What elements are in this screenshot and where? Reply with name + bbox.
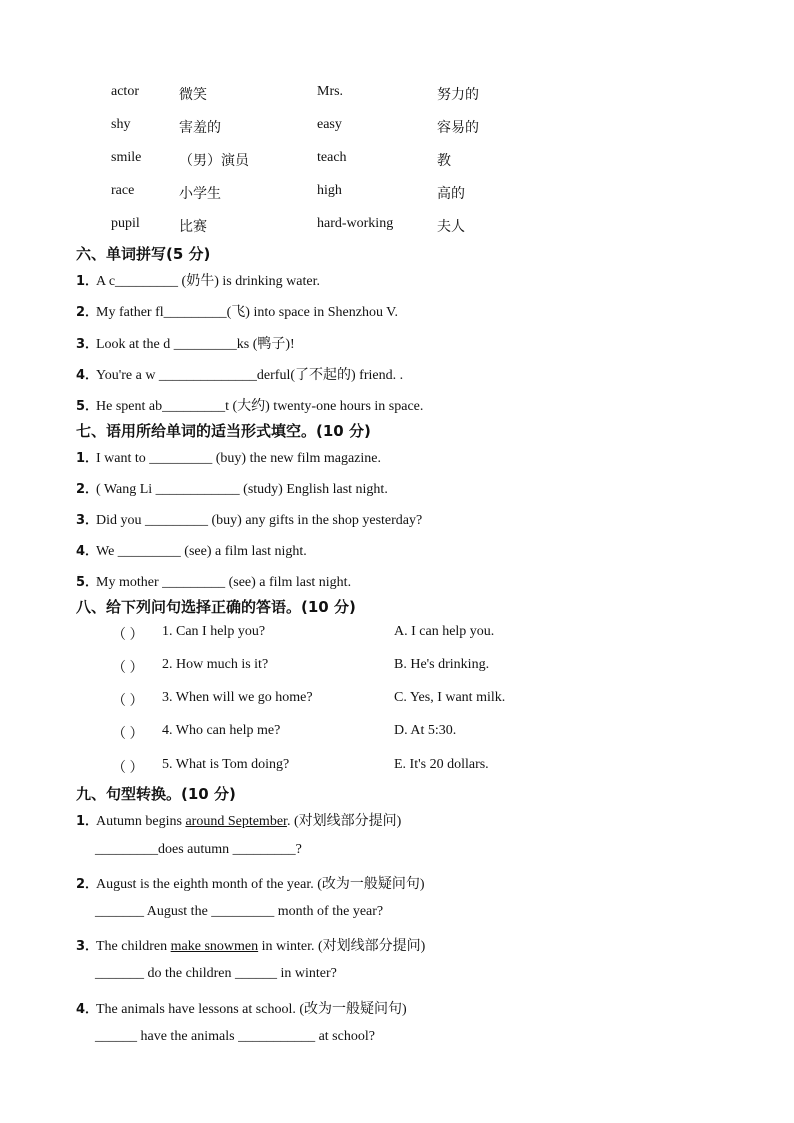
- question-text: A c_________ (奶牛) is drinking water.: [96, 274, 320, 289]
- question-text: Look at the d _________ks (鸭子)!: [96, 337, 295, 352]
- match-answer: A. I can help you.: [394, 624, 495, 639]
- question-text: Autumn begins: [96, 814, 186, 829]
- question-text: He spent ab_________t (大约) twenty-one hours in space.: [96, 399, 424, 414]
- vocab-zh2: 容易的: [437, 121, 479, 136]
- question-number: 3．: [76, 513, 99, 528]
- question-text-tail: . (对划线部分提问): [286, 814, 402, 829]
- answer-line: _________does autumn _________?: [95, 842, 302, 857]
- question-number: 3．: [76, 337, 99, 352]
- vocab-zh1: 小学生: [179, 187, 221, 202]
- question-number: 5．: [76, 575, 99, 590]
- question-text: ( Wang Li ____________ (study) English last night.: [96, 482, 388, 497]
- vocab-en1: race: [111, 183, 135, 198]
- question-text: August is the eighth month of the year. (改为一般疑问句): [96, 877, 425, 892]
- vocab-en1: pupil: [111, 216, 140, 231]
- question-number: 4．: [76, 368, 99, 383]
- vocab-zh1: （男）演员: [179, 154, 249, 169]
- match-answer: B. He's drinking.: [394, 657, 490, 672]
- question-item: [76, 509, 422, 529]
- question-item: [76, 333, 295, 353]
- answer-bracket: （ ）: [112, 661, 144, 676]
- section-9-heading: 九、句型转换。(10 分): [76, 785, 236, 803]
- question-item: [76, 395, 423, 415]
- question-item: [76, 364, 403, 384]
- vocab-zh2: 教: [437, 154, 451, 169]
- match-answer: C. Yes, I want milk.: [394, 690, 506, 705]
- vocab-en2: hard-working: [317, 216, 394, 231]
- match-question: 1. Can I help you?: [162, 624, 266, 639]
- transform-item: [76, 810, 401, 830]
- question-item: [76, 540, 307, 560]
- vocab-zh1: 害羞的: [179, 121, 221, 136]
- section-8-heading: 八、给下列问句选择正确的答语。(10 分): [76, 598, 356, 616]
- vocab-zh1: 微笑: [179, 88, 207, 103]
- vocab-en2: easy: [317, 117, 342, 132]
- question-number: 2．: [76, 877, 99, 892]
- match-answer: D. At 5:30.: [394, 723, 457, 738]
- question-item: [76, 478, 388, 498]
- vocab-en2: Mrs.: [317, 84, 344, 99]
- match-answer: E. It's 20 dollars.: [394, 757, 489, 772]
- question-item: [76, 571, 351, 591]
- question-text: The animals have lessons at school. (改为一般疑问句): [96, 1002, 407, 1017]
- section-7-heading: 七、语用所给单词的适当形式填空。(10 分): [76, 422, 371, 440]
- question-number: 2．: [76, 305, 99, 320]
- vocab-en2: high: [317, 183, 342, 198]
- question-number: 1．: [76, 451, 99, 466]
- answer-bracket: （ ）: [112, 628, 144, 643]
- question-text: Did you _________ (buy) any gifts in the shop yesterday?: [96, 513, 423, 528]
- question-text: The children: [96, 939, 171, 954]
- match-question: 2. How much is it?: [162, 657, 269, 672]
- transform-item: [76, 935, 425, 955]
- question-item: [76, 447, 381, 467]
- answer-bracket: （ ）: [112, 727, 144, 742]
- question-text: My mother _________ (see) a film last night.: [96, 575, 352, 590]
- answer-line: _______ August the _________ month of the year?: [95, 904, 384, 919]
- question-text: You're a w ______________derful(了不起的) friend. .: [96, 368, 404, 383]
- question-number: 3．: [76, 939, 99, 954]
- question-number: 4．: [76, 544, 99, 559]
- vocab-en1: actor: [111, 84, 139, 99]
- question-text: I want to _________ (buy) the new film magazine.: [96, 451, 381, 466]
- vocab-en1: shy: [111, 117, 131, 132]
- vocab-zh1: 比赛: [179, 220, 207, 235]
- section-6-heading: 六、单词拼写(5 分): [76, 245, 211, 263]
- vocab-zh2: 高的: [437, 187, 465, 202]
- vocab-en1: smile: [111, 150, 142, 165]
- transform-item: [76, 873, 425, 893]
- vocab-en2: teach: [317, 150, 347, 165]
- match-question: 5. What is Tom doing?: [162, 757, 290, 772]
- transform-item: [76, 998, 407, 1018]
- match-question: 4. Who can help me?: [162, 723, 281, 738]
- question-item: [76, 270, 320, 290]
- question-number: 1．: [76, 814, 99, 829]
- answer-line: _______ do the children ______ in winter?: [95, 966, 337, 981]
- vocab-zh2: 努力的: [437, 88, 479, 103]
- question-number: 1．: [76, 274, 99, 289]
- answer-line: ______ have the animals ___________ at school?: [95, 1029, 375, 1044]
- question-number: 5．: [76, 399, 99, 414]
- underlined-phrase: around September: [185, 814, 287, 829]
- question-number: 4．: [76, 1002, 99, 1017]
- underlined-phrase: make snowmen: [170, 939, 259, 954]
- question-text: My father fl_________(飞) into space in Shenzhou V.: [96, 305, 398, 320]
- vocab-zh2: 夫人: [437, 220, 465, 235]
- answer-bracket: （ ）: [112, 694, 144, 709]
- question-text: We _________ (see) a film last night.: [96, 544, 307, 559]
- match-question: 3. When will we go home?: [162, 690, 313, 705]
- question-number: 2．: [76, 482, 99, 497]
- question-text-tail: in winter. (对划线部分提问): [258, 939, 426, 954]
- question-item: [76, 301, 398, 321]
- answer-bracket: （ ）: [112, 761, 144, 776]
